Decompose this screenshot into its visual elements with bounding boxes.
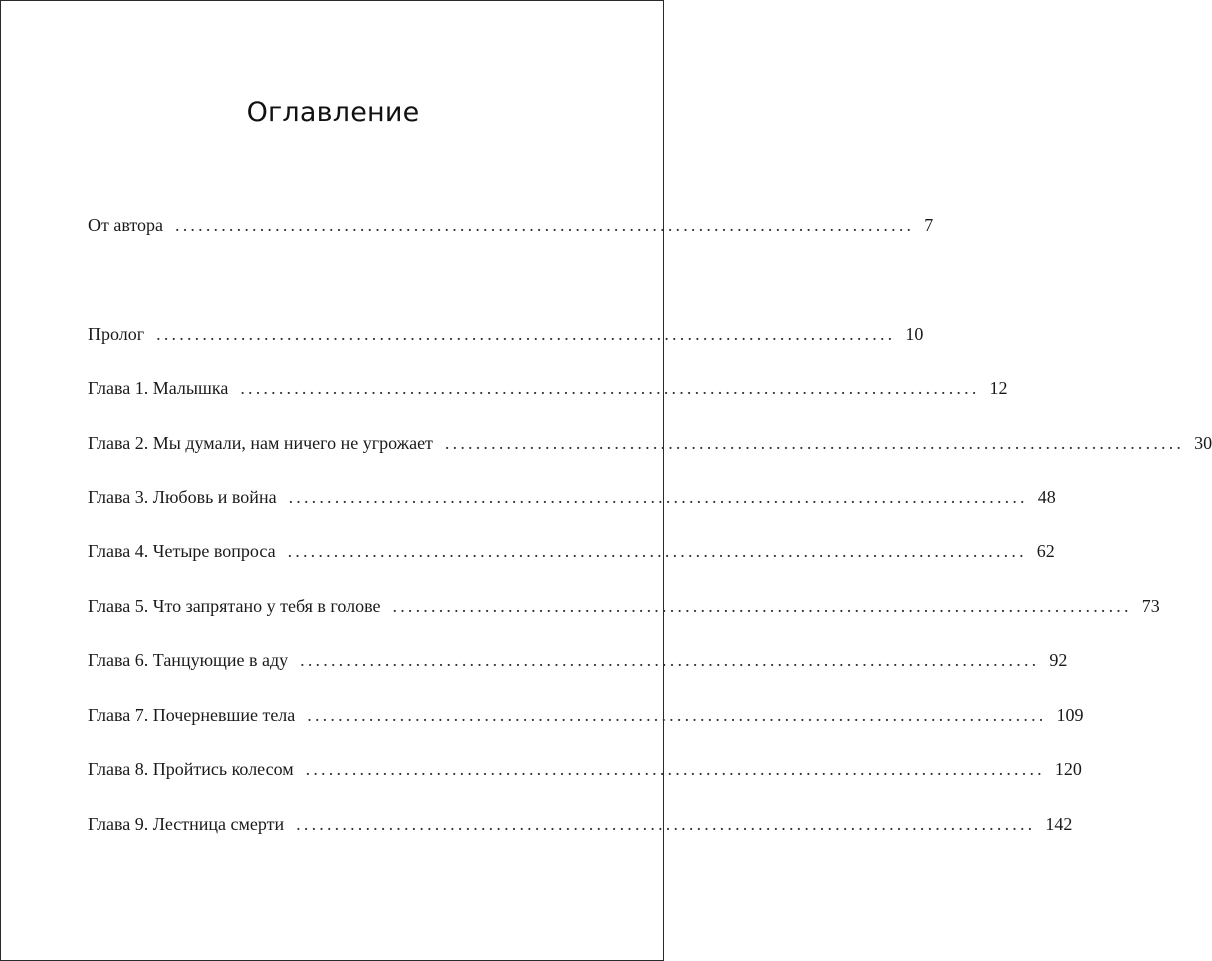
dot-leader: ................................................................................................ — [307, 705, 1047, 725]
toc-entry-preface[interactable] — [88, 215, 934, 236]
dot-leader: ................................................................................................ — [175, 215, 915, 235]
dot-leader: ................................................................................................ — [296, 814, 1036, 834]
dot-leader: ................................................................................................ — [240, 378, 980, 398]
toc-entry-page: 73 — [1141, 596, 1160, 616]
toc-entry-label: Глава 5. Что запрятано у тебя в голове — [88, 596, 381, 616]
toc-entry-chapter-3[interactable] — [88, 487, 1056, 508]
toc-entry-label: Глава 2. Мы думали, нам ничего не угрожает — [88, 433, 433, 453]
dot-leader: ................................................................................................ — [444, 433, 1185, 453]
dot-leader: ................................................................................................ — [392, 596, 1132, 616]
toc-entry-page: 10 — [905, 324, 924, 344]
toc-entry-prologue[interactable] — [88, 324, 924, 345]
toc-entry-label: Глава 4. Четыре вопроса — [88, 541, 276, 561]
toc-entry-page: 142 — [1045, 814, 1073, 834]
toc-entry-chapter-7[interactable] — [88, 705, 1084, 726]
toc-entry-label: Глава 8. Пройтись колесом — [88, 759, 294, 779]
dot-leader: ................................................................................................ — [305, 759, 1045, 779]
toc-entry-label: Глава 7. Почерневшие тела — [88, 705, 296, 725]
toc-entry-chapter-6[interactable] — [88, 650, 1068, 671]
dot-leader: ................................................................................................ — [288, 487, 1028, 507]
dot-leader: ................................................................................................ — [300, 650, 1040, 670]
dot-leader: ................................................................................................ — [287, 541, 1027, 561]
toc-entry-page: 109 — [1056, 705, 1084, 725]
toc-entry-label: Глава 1. Малышка — [88, 378, 229, 398]
toc-entry-page: 48 — [1037, 487, 1056, 507]
toc-entry-label: Глава 6. Танцующие в аду — [88, 650, 289, 670]
toc-entry-chapter-2[interactable] — [88, 433, 1212, 454]
toc-entry-page: 120 — [1054, 759, 1082, 779]
toc-entry-page: 92 — [1049, 650, 1068, 670]
dot-leader: ................................................................................................ — [156, 324, 896, 344]
toc-entry-chapter-8[interactable] — [88, 759, 1082, 780]
toc-entry-page: 12 — [989, 378, 1008, 398]
toc-entry-page: 30 — [1194, 433, 1212, 453]
toc-entry-page: 62 — [1036, 541, 1055, 561]
toc-entry-label: Глава 9. Лестница смерти — [88, 814, 285, 834]
page-title: Оглавление — [246, 97, 420, 128]
toc-entry-chapter-4[interactable] — [88, 541, 1055, 562]
toc-entry-chapter-9[interactable] — [88, 814, 1073, 835]
toc-entry-label: Глава 3. Любовь и война — [88, 487, 277, 507]
toc-entry-label: От автора — [88, 215, 164, 235]
toc-entry-page: 7 — [924, 215, 934, 235]
toc-entry-chapter-5[interactable] — [88, 596, 1160, 617]
toc-entry-chapter-1[interactable] — [88, 378, 1008, 399]
toc-entry-label: Пролог — [88, 324, 145, 344]
